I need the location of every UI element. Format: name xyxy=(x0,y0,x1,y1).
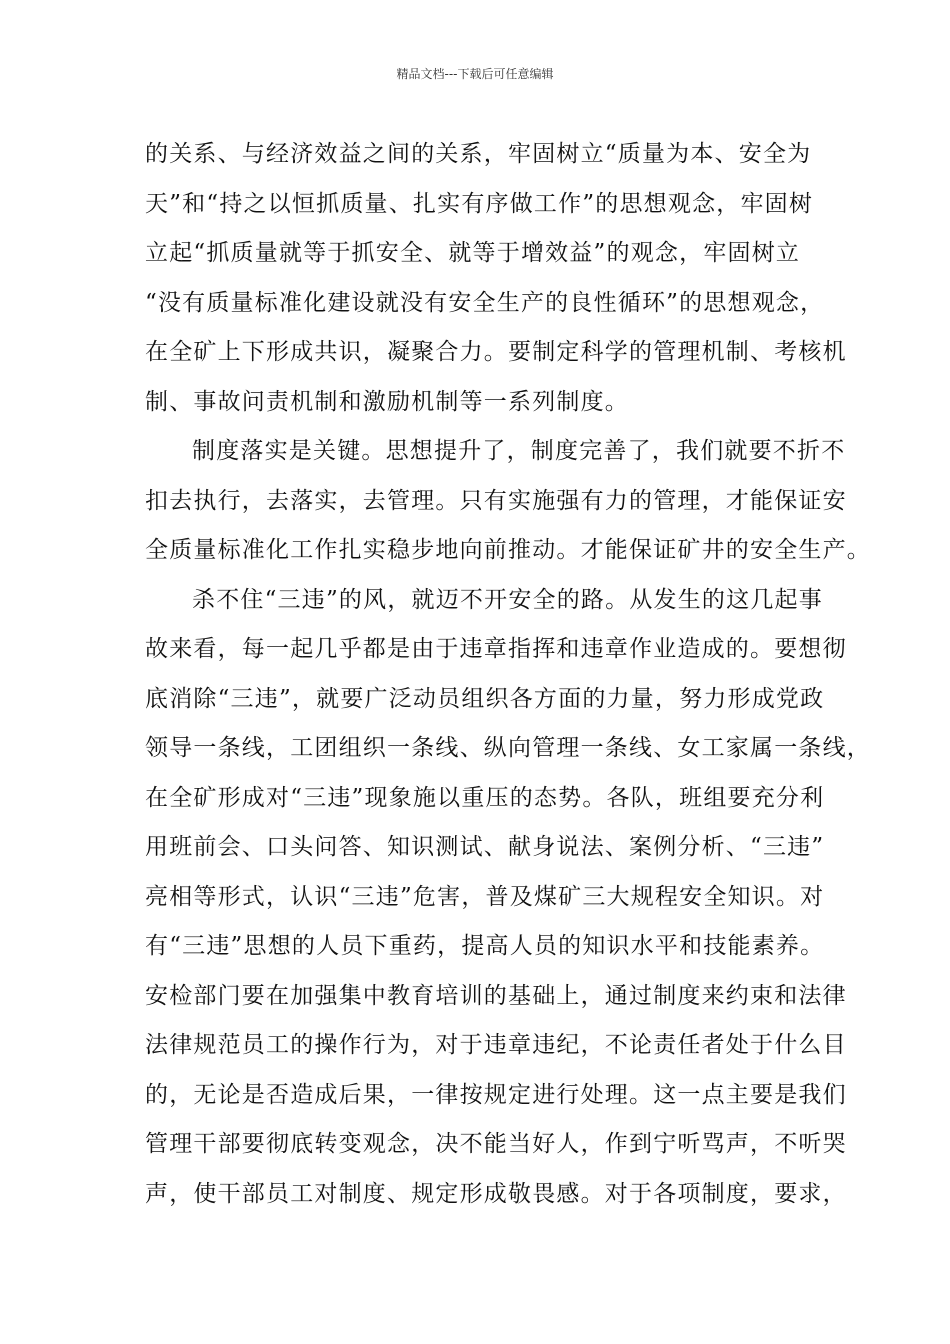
paragraph-start-line: 制度落实是关键。思想提升了，制度完善了，我们就要不折不 xyxy=(192,438,846,464)
text-line: 立起“抓质量就等于抓安全、就等于增效益”的观念，牢固树立 xyxy=(145,240,801,266)
text-line: 安检部门要在加强集中教育培训的基础上，通过制度来约束和法律 xyxy=(145,982,847,1009)
text-line: 底消除“三违”，就要广泛动员组织各方面的力量，努力形成党政 xyxy=(145,685,825,712)
text-line: 声，使干部员工对制度、规定形成敬畏感。对于各项制度，要求， xyxy=(145,1180,847,1207)
text-line: 制、事故问责机制和激励机制等一系列制度。 xyxy=(145,388,629,415)
text-line: 在全矿上下形成共识，凝聚合力。要制定科学的管理机制、考核机 xyxy=(145,339,847,365)
text-line: 管理干部要彻底转变观念，决不能当好人，作到宁听骂声，不听哭 xyxy=(145,1131,847,1157)
text-line: 的关系、与经济效益之间的关系，牢固树立“质量为本、安全为 xyxy=(145,141,812,167)
text-line: 天”和“持之以恒抓质量、扎实有序做工作”的思想观念，牢固树 xyxy=(145,190,814,217)
page-header: 精品文档---下载后可任意编辑 xyxy=(396,67,554,81)
text-line: 法律规范员工的操作行为，对于违章违纪，不论责任者处于什么目 xyxy=(145,1032,847,1058)
text-line: 全质量标准化工作扎实稳步地向前推动。才能保证矿井的安全生产。 xyxy=(145,537,871,563)
text-line: 领导一条线，工团组织一条线、纵向管理一条线、女工家属一条线， xyxy=(145,735,871,761)
text-line: 故来看，每一起几乎都是由于违章指挥和违章作业造成的。要想彻 xyxy=(145,636,847,662)
document-body xyxy=(145,130,871,1219)
paragraph-start-line: 杀不住“三违”的风，就迈不开安全的路。从发生的这几起事 xyxy=(192,586,823,613)
text-line: 扣去执行，去落实，去管理。只有实施强有力的管理，才能保证安 xyxy=(145,487,847,514)
text-line: 在全矿形成对“三违”现象施以重压的态势。各队，班组要充分利 xyxy=(145,784,825,811)
text-line: 亮相等形式，认识“三违”危害，普及煤矿三大规程安全知识。对 xyxy=(145,883,825,910)
text-line: 有“三违”思想的人员下重药，提高人员的知识水平和技能素养。 xyxy=(145,933,825,959)
text-line: 的，无论是否造成后果，一律按规定进行处理。这一点主要是我们 xyxy=(145,1081,847,1108)
text-line: “没有质量标准化建设就没有安全生产的良性循环”的思想观念， xyxy=(145,289,825,316)
text-line: 用班前会、口头问答、知识测试、献身说法、案例分析、“三违” xyxy=(145,834,825,860)
